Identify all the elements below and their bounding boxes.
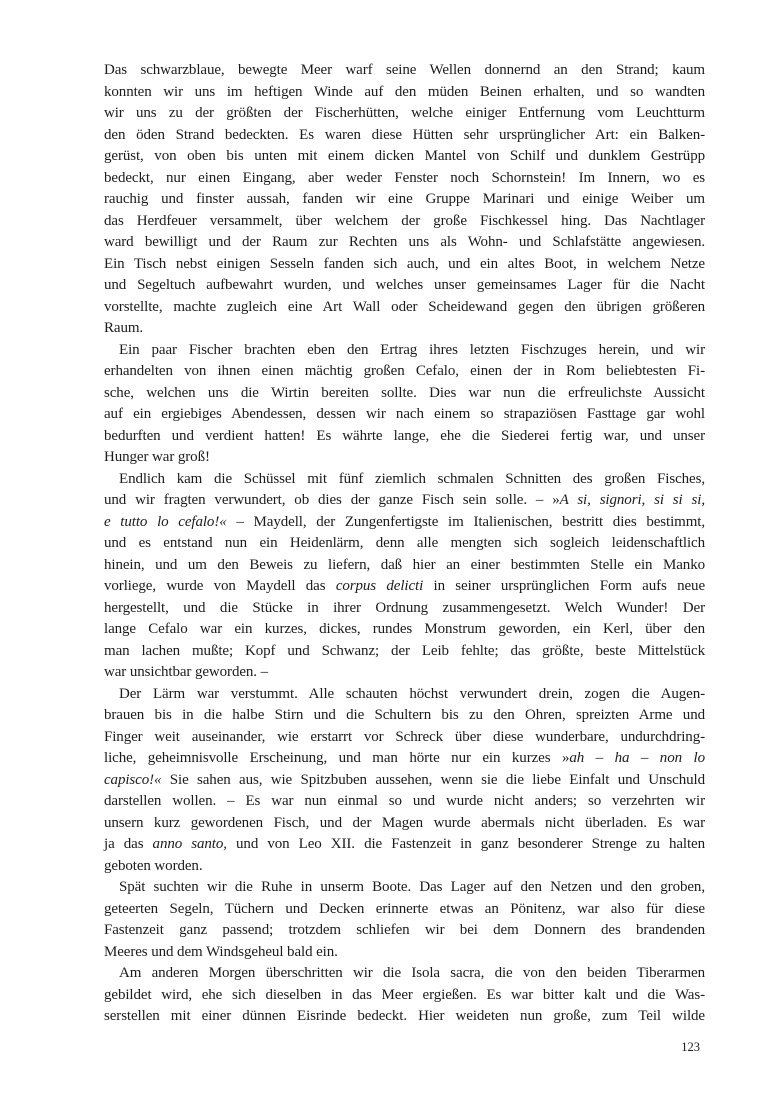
italic-text-segment: anno santo, xyxy=(152,836,227,852)
text-line xyxy=(104,426,705,448)
paragraph xyxy=(104,684,705,878)
text-segment: Spät suchten wir die Ruhe in unserm Boote. Das Lager auf den Netzen und den groben, xyxy=(119,879,705,895)
text-line xyxy=(104,60,705,82)
text-line xyxy=(104,146,705,168)
paragraph xyxy=(104,469,705,684)
text-line xyxy=(104,361,705,383)
text-segment: lange Cefalo war ein kurzes, dickes, rundes Monstrum geworden, ein Kerl, über den xyxy=(104,621,705,637)
text-segment: Endlich kam die Schüssel mit fünf ziemlich schmalen Schnitten des großen Fisches, xyxy=(119,470,705,487)
text-line xyxy=(104,856,705,878)
text-segment: darstellen wollen. – Es war nun einmal so und wurde nicht anders; so verzehrten wir xyxy=(104,793,705,809)
text-segment: Der Lärm war verstummt. Alle schauten höchst verwundert drein, zogen die Augen- xyxy=(119,685,705,702)
text-segment: das Herdfeuer versammelt, über welchem der große Fischkessel hing. Das Nachtlager xyxy=(104,212,705,229)
text-line xyxy=(104,619,705,641)
paragraph xyxy=(104,340,705,469)
text-segment: Raum. xyxy=(104,320,144,336)
text-segment: Das schwarzblaue, bewegte Meer warf seine Wellen donnernd an den Strand; kaum xyxy=(104,62,705,78)
text-line xyxy=(104,748,705,770)
italic-text-segment: corpus delicti xyxy=(335,578,424,594)
text-line xyxy=(104,469,705,491)
text-line xyxy=(104,576,705,598)
text-line xyxy=(104,598,705,620)
text-segment: man lachen mußte; Kopf und Schwanz; der Leib fehlte; das größte, beste Mittelstück xyxy=(104,642,705,659)
text-line xyxy=(104,168,705,190)
text-segment: den öden Strand bedeckten. Es waren diese Hütten sehr ursprünglicher Art: ein Balken- xyxy=(104,126,705,143)
text-segment: und es entstand nun ein Heidenlärm, denn alle mengten sich sogleich leidenschaftlich xyxy=(104,535,705,551)
text-line xyxy=(104,555,705,577)
text-line xyxy=(104,383,705,405)
text-line xyxy=(104,82,705,104)
text-segment: Hunger war groß! xyxy=(104,449,210,465)
text-segment: geteerten Segeln, Tüchern und Decken erinnerte etwas an Pönitenz, war also für diese xyxy=(104,900,705,917)
text-segment: konnten wir uns im heftigen Winde auf den müden Beinen erhalten, und so wandten xyxy=(104,83,705,100)
text-line xyxy=(104,684,705,706)
text-line xyxy=(104,447,705,469)
text-segment: wir uns zu der größten der Fischerhütten, welche einiger Entfernung vom Leuchtturm xyxy=(104,105,705,121)
text-line xyxy=(104,834,705,856)
text-segment: hinein, und um den Beweis zu liefern, daß hier an einer bestimmten Stelle ein Manko xyxy=(104,556,705,573)
text-block xyxy=(104,60,705,1028)
text-segment: auf ein ergiebiges Abendessen, dessen wir nach einem so strapaziösen Fasttage gar wohl xyxy=(104,406,705,422)
text-line xyxy=(104,791,705,813)
text-segment: Sie sahen aus, wie Spitzbuben aussehen, wenn sie die liebe Einfalt und Unschuld xyxy=(161,771,705,788)
text-segment: in seiner ursprünglichen Form aufs neue xyxy=(423,578,706,594)
text-segment: hergestellt, und die Stücke in ihrer Ordnung zusammengesetzt. Welch Wunder! Der xyxy=(104,599,705,616)
paragraph xyxy=(104,877,705,963)
text-segment: ward bewilligt und der Raum zur Rechten uns als Wohn- und Schlafstätte angewiesen. xyxy=(104,234,705,250)
text-segment: Ein paar Fischer brachten eben den Ertrag ihres letzten Fischzuges herein, und wir xyxy=(119,341,705,358)
text-line xyxy=(104,705,705,727)
text-segment: rauchig und finster aussah, fanden wir eine Gruppe Marinari und einige Weiber um xyxy=(104,191,705,207)
text-line xyxy=(104,189,705,211)
text-line xyxy=(104,942,705,964)
text-line xyxy=(104,899,705,921)
text-segment: vorliege, wurde von Maydell das xyxy=(104,578,336,594)
text-line xyxy=(104,232,705,254)
text-line xyxy=(104,103,705,125)
text-line xyxy=(104,963,705,985)
paragraph xyxy=(104,963,705,1028)
text-segment: – Maydell, der Zungenfertigste im Italienischen, bestritt dies bestimmt, xyxy=(226,513,705,530)
text-segment: und Segeltuch aufbewahrt wurden, und welches unser gemeinsames Lager für die Nacht xyxy=(104,277,705,293)
text-segment: gerüst, von oben bis unten mit einem dicken Mantel von Schilf und dunklem Gestrüpp xyxy=(104,148,705,164)
text-line xyxy=(104,920,705,942)
text-segment: geboten worden. xyxy=(104,857,203,874)
text-line xyxy=(104,877,705,899)
text-segment: Am anderen Morgen überschritten wir die Isola sacra, die von den beiden Tiberarmen xyxy=(119,965,705,981)
text-line xyxy=(104,254,705,276)
text-line xyxy=(104,533,705,555)
text-segment: Ein Tisch nebst einigen Sesseln fanden sich auch, und ein altes Boot, in welchem Netze xyxy=(104,255,705,272)
text-line xyxy=(104,490,705,512)
text-line xyxy=(104,770,705,792)
text-line xyxy=(104,297,705,319)
text-segment: Fastenzeit ganz passend; trotzdem schliefen wir bei dem Donnern des brandenden xyxy=(104,922,705,938)
text-line xyxy=(104,641,705,663)
text-line xyxy=(104,813,705,835)
paragraph xyxy=(104,60,705,340)
text-line xyxy=(104,318,705,340)
text-line xyxy=(104,275,705,297)
text-segment: Finger weit auseinander, wie erstarrt vor Schreck über diese wunderbare, undurchdring- xyxy=(104,728,705,745)
text-segment: und von Leo XII. die Fastenzeit in ganz besonderer Strenge zu halten xyxy=(226,836,706,852)
text-segment: ja das xyxy=(104,836,153,852)
text-segment: war unsichtbar geworden. – xyxy=(104,664,269,680)
text-segment: und wir fragten verwundert, ob dies der ganze Fisch sein solle. – » xyxy=(104,492,560,508)
text-segment: erhandelten von ihnen einen mächtig großen Cefalo, einen der in Rom beliebtesten Fi- xyxy=(104,363,705,379)
text-segment: bedurften und verdient hatten! Es währte lange, ehe die Siederei fertig war, und unser xyxy=(104,427,705,444)
italic-text-segment: A si, signori, si si si, xyxy=(559,492,705,508)
italic-text-segment: ah – ha – non lo xyxy=(569,750,705,766)
text-line xyxy=(104,404,705,426)
text-segment: liche, geheimnisvolle Erscheinung, und man hörte nur ein kurzes » xyxy=(104,750,570,766)
italic-text-segment: capisco!« xyxy=(104,771,162,788)
text-line xyxy=(104,512,705,534)
text-segment: serstellen mit einer dünnen Eisrinde bedeckt. Hier weideten nun große, zum Teil wilde xyxy=(104,1008,705,1024)
page-number: 123 xyxy=(681,1040,700,1054)
text-segment: vorstellte, machte zugleich eine Art Wall oder Scheidewand gegen den übrigen größeren xyxy=(104,298,705,315)
text-segment: gebildet wird, ehe sich dieselben in das Meer ergießen. Es war bitter kalt und die Was- xyxy=(104,986,705,1003)
text-line xyxy=(104,727,705,749)
text-segment: brauen bis in die halbe Stirn und die Schultern bis zu den Ohren, spreizten Arme und xyxy=(104,707,705,723)
italic-text-segment: e tutto lo cefalo!« xyxy=(104,513,227,530)
text-line xyxy=(104,125,705,147)
text-segment: unsern kurz gewordenen Fisch, und der Magen wurde abermals nicht überladen. Es war xyxy=(104,814,705,831)
text-line xyxy=(104,662,705,684)
text-line xyxy=(104,985,705,1007)
text-segment: bedeckt, nur einen Eingang, aber weder Fenster noch Schornstein! Im Innern, wo es xyxy=(104,169,705,186)
text-segment: sche, welchen uns die Wirtin bereiten sollte. Dies war nun die erfreulichste Aussicht xyxy=(104,384,705,401)
text-segment: Meeres und dem Windsgeheul bald ein. xyxy=(104,943,338,960)
text-line xyxy=(104,211,705,233)
text-line xyxy=(104,340,705,362)
text-line xyxy=(104,1006,705,1028)
